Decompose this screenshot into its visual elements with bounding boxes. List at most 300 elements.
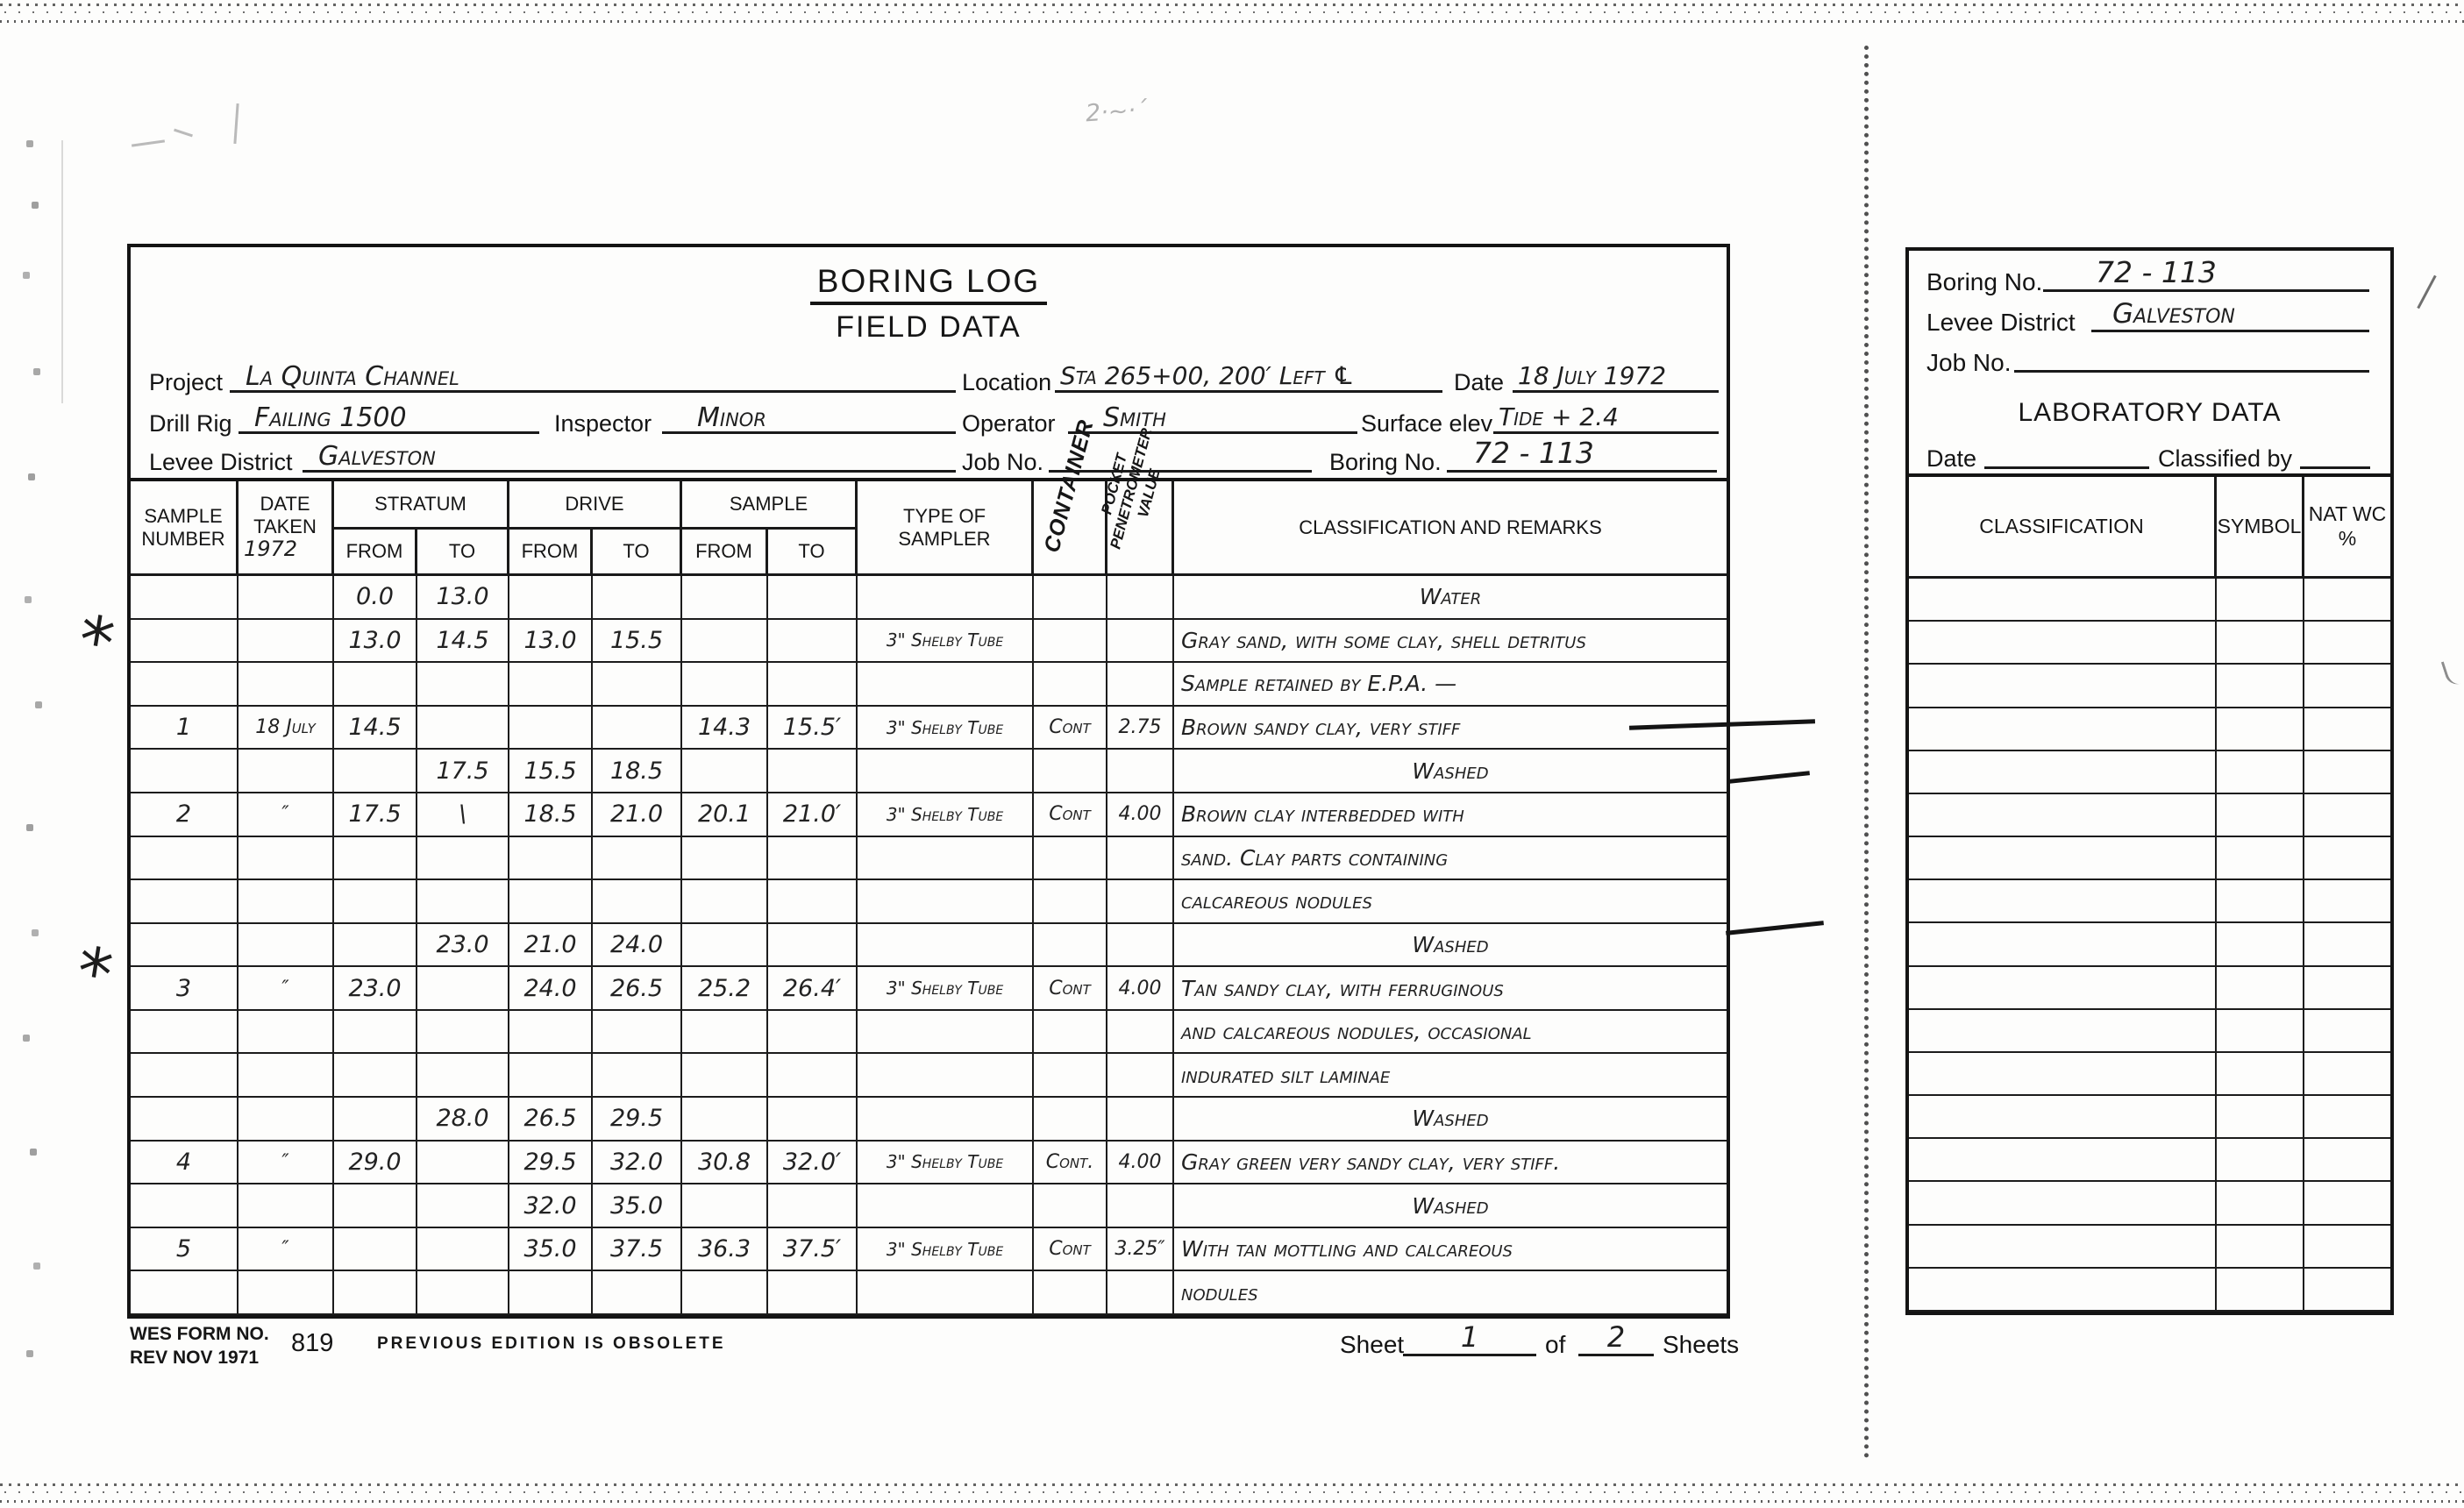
cell-pocket-pen [1107,1054,1174,1098]
cell-drive-from [509,576,593,620]
cell-date-taken [239,1054,334,1098]
drill-rig-field [239,395,539,434]
lab-date-label: Date [1926,445,1977,472]
lab-cell-nat-wc [2304,1010,2390,1053]
cell-container: Cont [1034,1228,1107,1272]
cell-container [1034,1011,1107,1055]
cell-type-of-sampler: 3" Shelby Tube [858,967,1034,1011]
lab-cell-symbol [2217,837,2304,880]
cell-sample-number [131,1271,239,1315]
cell-drive-to: 26.5 [593,967,682,1011]
lab-cell-classification [1909,1269,2217,1312]
cell-drive-from: 35.0 [509,1228,593,1272]
cell-pocket-pen: 3.25″ [1107,1228,1174,1272]
lab-cell-nat-wc [2304,1139,2390,1182]
faint-scribble: 2·~·´ [1085,96,1149,128]
cell-sample-number [131,750,239,793]
cell-type-of-sampler: 3" Shelby Tube [858,1142,1034,1185]
cell-type-of-sampler [858,1054,1034,1098]
lab-cell-symbol [2217,708,2304,751]
cell-container [1034,1054,1107,1098]
cell-container [1034,620,1107,664]
col-header-drive: DRIVE [509,481,682,530]
cell-remarks: Washed [1174,1098,1727,1142]
lab-cell-symbol [2217,1010,2304,1053]
lab-boring-no-label: Boring No. [1926,268,2043,295]
cell-sample-from [682,750,768,793]
cell-type-of-sampler: 3" Shelby Tube [858,707,1034,750]
lab-cell-nat-wc [2304,665,2390,708]
cell-date-taken [239,1098,334,1142]
lab-cell-symbol [2217,923,2304,966]
pencil-scribble [132,139,165,146]
cell-sample-from: 25.2 [682,967,768,1011]
drill-rig-label: Drill Rig [149,410,232,437]
cell-date-taken [239,1184,334,1228]
cell-sample-from [682,837,768,881]
cell-remarks: Tan sandy clay, with ferruginous [1174,967,1727,1011]
sheet-number-value: 1 [1460,1320,1479,1354]
operator-label: Operator [962,410,1056,437]
cell-stratum-from [334,663,417,707]
location-label: Location [962,369,1052,395]
col-header-drive-from: FROM [509,530,593,576]
cell-drive-to [593,1271,682,1315]
lab-cell-symbol [2217,579,2304,622]
lab-cell-classification [1909,1226,2217,1269]
cell-date-taken [239,1011,334,1055]
cell-remarks: Washed [1174,750,1727,793]
cell-drive-from: 26.5 [509,1098,593,1142]
cell-date-taken [239,837,334,881]
cell-type-of-sampler [858,750,1034,793]
cell-type-of-sampler [858,1184,1034,1228]
levee-district-value: Galveston [318,441,436,472]
cell-container [1034,1271,1107,1315]
cell-stratum-to [417,1228,509,1272]
cell-remarks: With tan mottling and calcareous [1174,1228,1727,1272]
cell-date-taken [239,1271,334,1315]
cell-stratum-from: 14.5 [334,707,417,750]
cell-container [1034,924,1107,968]
lab-cell-symbol [2217,1182,2304,1225]
pocket-penetrometer-rotated-label: POCKET PENETROMETER VALUE [1098,426,1164,551]
cell-drive-from [509,663,593,707]
lab-cell-nat-wc [2304,1269,2390,1312]
cell-stratum-from: 29.0 [334,1142,417,1185]
cell-stratum-from [334,750,417,793]
cell-sample-to [768,1054,858,1098]
lab-cell-classification [1909,1010,2217,1053]
cell-date-taken [239,620,334,664]
cell-stratum-to [417,1054,509,1098]
lab-cell-symbol [2217,1096,2304,1139]
cell-container: Cont [1034,967,1107,1011]
cell-stratum-from: 13.0 [334,620,417,664]
cell-drive-from [509,707,593,750]
surface-elev-value: Tide + 2.4 [1499,402,1619,431]
lab-cell-nat-wc [2304,579,2390,622]
sheets-total-value: 2 [1606,1320,1626,1354]
cell-pocket-pen [1107,663,1174,707]
cell-sample-number: 3 [131,967,239,1011]
cell-sample-to: 37.5′ [768,1228,858,1272]
obsolete-note: PREVIOUS EDITION IS OBSOLETE [377,1334,726,1353]
cell-sample-to [768,1098,858,1142]
cell-date-taken: ″ [239,1228,334,1272]
lab-cell-nat-wc [2304,794,2390,837]
cell-sample-from [682,663,768,707]
cell-drive-to: 15.5 [593,620,682,664]
cell-date-taken [239,924,334,968]
cell-stratum-to: 13.0 [417,576,509,620]
cell-remarks: nodules [1174,1271,1727,1315]
lab-cell-symbol [2217,1053,2304,1096]
paper-edge-line [61,140,63,403]
cell-stratum-to: 17.5 [417,750,509,793]
cell-stratum-from [334,1228,417,1272]
cell-sample-from: 30.8 [682,1142,768,1185]
cell-drive-from: 13.0 [509,620,593,664]
cell-sample-from [682,620,768,664]
cell-type-of-sampler [858,924,1034,968]
lab-job-no-field [2014,334,2369,373]
cell-sample-to [768,750,858,793]
scan-noise-top [0,0,2464,26]
lab-cell-classification [1909,923,2217,966]
cell-remarks: Sample retained by E.P.A. — [1174,663,1727,707]
lab-cell-classification [1909,708,2217,751]
cell-drive-to: 18.5 [593,750,682,793]
location-value: Sta 265+00, 200′ Left ℄ [1060,361,1355,390]
cell-drive-from [509,1011,593,1055]
lab-cell-classification [1909,1139,2217,1182]
cell-drive-to [593,663,682,707]
lab-cell-classification [1909,1096,2217,1139]
cell-container [1034,1098,1107,1142]
boring-log-table [131,478,1727,1315]
cell-pocket-pen [1107,1011,1174,1055]
cell-drive-to [593,880,682,924]
lab-cell-nat-wc [2304,1053,2390,1096]
cell-sample-to [768,620,858,664]
lab-classified-by-label: Classified by [2158,445,2293,472]
lab-cell-symbol [2217,1269,2304,1312]
cell-pocket-pen [1107,620,1174,664]
lab-cell-classification [1909,751,2217,794]
cell-stratum-to [417,967,509,1011]
levee-district-field [303,434,956,473]
stray-pen-mark [2417,275,2436,309]
cell-sample-number [131,880,239,924]
lab-cell-symbol [2217,794,2304,837]
cell-sample-number: 1 [131,707,239,750]
cell-stratum-from [334,1054,417,1098]
lab-levee-district-label: Levee District [1926,309,2076,336]
cell-container: Cont. [1034,1142,1107,1185]
lab-cell-classification [1909,1053,2217,1096]
lab-cell-nat-wc [2304,923,2390,966]
lab-levee-district-value: Galveston [2112,298,2235,330]
cell-drive-from: 15.5 [509,750,593,793]
cell-sample-to: 32.0′ [768,1142,858,1185]
lab-cell-classification [1909,837,2217,880]
date-value: 18 July 1972 [1518,361,1667,390]
date-taken-label: DATE TAKEN [253,493,317,537]
cell-date-taken [239,880,334,924]
cell-date-taken [239,576,334,620]
cell-remarks: Brown sandy clay, very stiff [1174,707,1727,750]
col-header-sample-number: SAMPLE NUMBER [131,481,239,576]
cell-remarks: Washed [1174,1184,1727,1228]
form-number: 819 [291,1329,334,1357]
date-taken-year: 1972 [244,537,298,561]
drill-rig-value: Failing 1500 [254,402,407,433]
col-header-sample-from: FROM [682,530,768,576]
cell-sample-number [131,924,239,968]
cell-stratum-to [417,1142,509,1185]
cell-stratum-to [417,880,509,924]
lab-title: LABORATORY DATA [2018,398,2282,427]
col-header-sample: SAMPLE [682,481,858,530]
cell-sample-to [768,924,858,968]
lab-col-header-nat-wc: NAT WC % [2304,477,2390,579]
cell-stratum-to [417,837,509,881]
cell-sample-to [768,880,858,924]
lab-cell-nat-wc [2304,708,2390,751]
form-number-line1: WES FORM NO. [130,1324,269,1344]
form-number-line2: REV NOV 1971 [130,1348,260,1369]
lab-cell-nat-wc [2304,967,2390,1010]
scan-noise-bottom [0,1480,2464,1506]
cell-drive-from: 24.0 [509,967,593,1011]
cell-drive-to: 37.5 [593,1228,682,1272]
col-header-stratum-from: FROM [334,530,417,576]
cell-type-of-sampler [858,1271,1034,1315]
cell-remarks: Water [1174,576,1727,620]
lab-cell-classification [1909,579,2217,622]
inspector-field [662,395,956,434]
cell-type-of-sampler [858,880,1034,924]
col-header-classification-remarks: CLASSIFICATION AND REMARKS [1174,481,1727,576]
cell-sample-to [768,576,858,620]
col-header-date-taken [239,481,334,576]
cell-sample-from: 14.3 [682,707,768,750]
cell-type-of-sampler [858,1011,1034,1055]
cell-stratum-to: 28.0 [417,1098,509,1142]
cell-container [1034,1184,1107,1228]
lab-cell-nat-wc [2304,880,2390,923]
cell-drive-from [509,1271,593,1315]
cell-stratum-to: 14.5 [417,620,509,664]
cell-pocket-pen [1107,880,1174,924]
lab-levee-district-field [2091,294,2369,332]
cell-sample-from [682,1054,768,1098]
cell-remarks: Brown clay interbedded with [1174,793,1727,837]
cell-pocket-pen [1107,1271,1174,1315]
job-no-label: Job No. [962,449,1044,475]
lab-boring-no-value: 72 - 113 [2096,255,2217,289]
form-title: BORING LOG [810,263,1047,305]
form-title-block [131,263,1727,345]
cell-container [1034,880,1107,924]
surface-elev-label: Surface elev [1361,410,1493,437]
lab-job-no-label: Job No. [1926,349,2012,376]
container-rotated-label: CONTAINER [1039,416,1099,556]
cell-date-taken: ″ [239,1142,334,1185]
lab-cell-classification [1909,967,2217,1010]
cell-sample-number [131,1054,239,1098]
cell-sample-from [682,1184,768,1228]
cell-drive-from [509,880,593,924]
cell-sample-number [131,1098,239,1142]
cell-drive-to [593,837,682,881]
cell-stratum-from [334,880,417,924]
lab-cell-nat-wc [2304,1096,2390,1139]
cell-container [1034,750,1107,793]
form-subtitle: FIELD DATA [836,310,1022,344]
pencil-scribble [233,103,239,144]
lab-cell-nat-wc [2304,622,2390,665]
project-label: Project [149,369,224,395]
pencil-scribble [174,129,193,138]
cell-sample-number: 2 [131,793,239,837]
cell-drive-from: 18.5 [509,793,593,837]
cell-sample-number [131,576,239,620]
lab-cell-symbol [2217,1139,2304,1182]
lab-cell-symbol [2217,880,2304,923]
cell-drive-from: 32.0 [509,1184,593,1228]
cell-stratum-to [417,663,509,707]
cell-sample-to [768,663,858,707]
project-value: La Quinta Channel [246,361,459,392]
cell-drive-from: 29.5 [509,1142,593,1185]
cell-sample-number: 4 [131,1142,239,1185]
lab-classified-by-field [2300,430,2370,469]
cell-date-taken [239,663,334,707]
cell-stratum-to [417,1184,509,1228]
cell-sample-to [768,1011,858,1055]
perforation-line [1864,46,1869,1459]
cell-stratum-from: 23.0 [334,967,417,1011]
cell-drive-to: 35.0 [593,1184,682,1228]
cell-drive-to: 29.5 [593,1098,682,1142]
cell-stratum-to [417,1011,509,1055]
lab-cell-symbol [2217,1226,2304,1269]
cell-pocket-pen: 4.00 [1107,793,1174,837]
date-label: Date [1454,369,1505,395]
cell-pocket-pen: 4.00 [1107,967,1174,1011]
cell-type-of-sampler: 3" Shelby Tube [858,1228,1034,1272]
operator-value: Smith [1103,402,1166,433]
cell-pocket-pen [1107,576,1174,620]
inspector-value: Minor [697,402,766,433]
cell-drive-to: 32.0 [593,1142,682,1185]
col-header-stratum: STRATUM [334,481,509,530]
lab-cell-classification [1909,880,2217,923]
cell-pocket-pen [1107,1184,1174,1228]
form-number-block [130,1322,269,1370]
project-field [230,354,956,393]
cell-sample-from [682,1011,768,1055]
lab-cell-nat-wc [2304,1182,2390,1225]
cell-sample-to [768,1184,858,1228]
cell-sample-number [131,837,239,881]
boring-no-field [1447,434,1717,473]
cell-sample-to [768,1271,858,1315]
cell-stratum-from [334,837,417,881]
cell-pocket-pen: 2.75 [1107,707,1174,750]
cell-type-of-sampler [858,1098,1034,1142]
cell-pocket-pen [1107,750,1174,793]
cell-sample-from [682,1098,768,1142]
surface-elev-field [1493,395,1719,434]
col-header-stratum-to: TO [417,530,509,576]
cell-stratum-from: 0.0 [334,576,417,620]
of-label: of [1545,1331,1566,1358]
cell-remarks: calcareous nodules [1174,880,1727,924]
lab-cell-symbol [2217,751,2304,794]
cell-sample-from [682,1271,768,1315]
cell-remarks: and calcareous nodules, occasional [1174,1011,1727,1055]
cell-type-of-sampler: 3" Shelby Tube [858,620,1034,664]
location-field [1055,354,1442,393]
cell-sample-number [131,1184,239,1228]
cell-pocket-pen [1107,1098,1174,1142]
cell-stratum-from [334,924,417,968]
lab-cell-nat-wc [2304,751,2390,794]
cell-drive-from [509,837,593,881]
cell-type-of-sampler: 3" Shelby Tube [858,793,1034,837]
cell-drive-to [593,1011,682,1055]
cell-stratum-from [334,1011,417,1055]
cell-sample-number [131,620,239,664]
cell-drive-to [593,707,682,750]
scan-specks-left [26,140,33,147]
sheets-label: Sheets [1663,1331,1740,1358]
cell-drive-to: 24.0 [593,924,682,968]
cell-drive-to: 21.0 [593,793,682,837]
col-header-type-of-sampler: TYPE OF SAMPLER [858,481,1034,576]
cell-remarks: Washed [1174,924,1727,968]
cell-sample-from: 20.1 [682,793,768,837]
lab-boring-no-field [2043,253,2369,292]
sheet-number-field [1403,1318,1536,1356]
cell-container [1034,576,1107,620]
cell-container: Cont [1034,793,1107,837]
cell-drive-to [593,1054,682,1098]
lab-cell-symbol [2217,967,2304,1010]
cell-remarks: Gray green very sandy clay, very stiff. [1174,1142,1727,1185]
lab-cell-classification [1909,665,2217,708]
cell-drive-to [593,576,682,620]
col-header-drive-to: TO [593,530,682,576]
hand-line [1726,921,1824,935]
lab-cell-classification [1909,1182,2217,1225]
cell-pocket-pen: 4.00 [1107,1142,1174,1185]
inspector-label: Inspector [554,410,652,437]
levee-district-label: Levee District [149,449,293,475]
cell-remarks: Gray sand, with some clay, shell detritus [1174,620,1727,664]
cell-type-of-sampler [858,576,1034,620]
operator-field [1068,395,1357,434]
cell-stratum-to [417,1271,509,1315]
col-header-sample-to: TO [768,530,858,576]
cell-type-of-sampler [858,837,1034,881]
cell-remarks: sand. Clay parts containing [1174,837,1727,881]
cell-sample-to [768,837,858,881]
cell-pocket-pen [1107,924,1174,968]
